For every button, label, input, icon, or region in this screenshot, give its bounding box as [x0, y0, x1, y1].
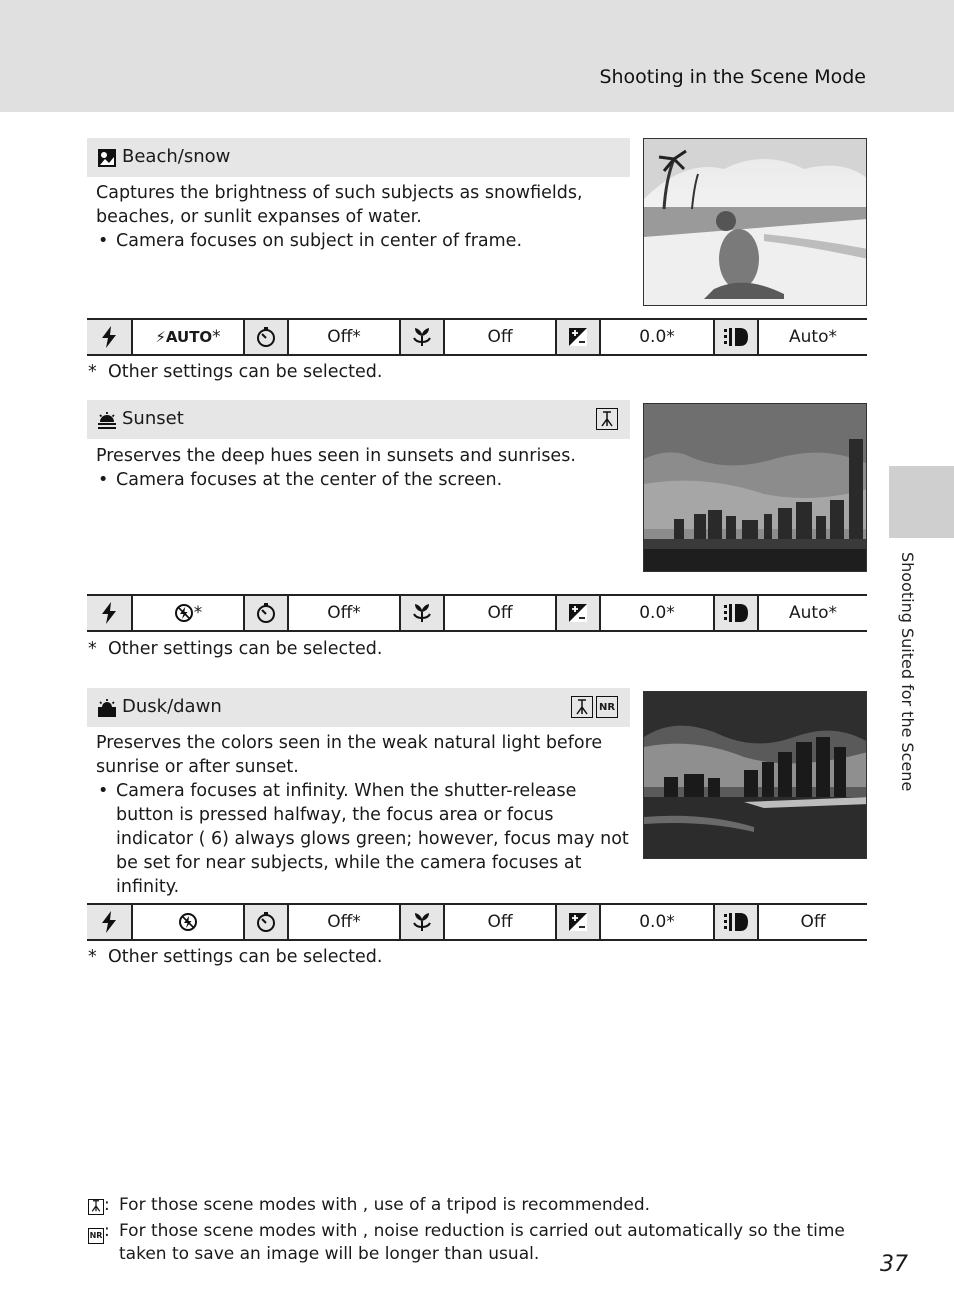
settings-note: * Other settings can be selected. — [88, 947, 383, 967]
scene-badges — [571, 696, 618, 718]
d-lighting-value: Auto* — [757, 320, 867, 354]
footnote-text: For those scene modes with , use of a tripod is recommended. — [119, 1195, 651, 1215]
exposure-icon — [555, 320, 599, 354]
macro-icon — [399, 596, 443, 630]
flash-off-icon — [174, 603, 194, 623]
description-text: Captures the brightness of such subjects as snowfields, beaches, or sunlit expanses of water. — [96, 183, 583, 227]
settings-row-sunset — [87, 594, 867, 632]
exposure-value: 0.0* — [599, 596, 713, 630]
settings-row-dusk — [87, 903, 867, 941]
sunset-photo — [643, 403, 867, 572]
footnote-text: For those scene modes with , noise reduction is carried out automatically so the time taken to save an image will be longer than usual. — [119, 1221, 845, 1264]
d-lighting-icon — [713, 905, 757, 939]
tripod-icon — [571, 696, 593, 718]
scene-title: Dusk/dawn — [122, 696, 222, 717]
flash-off-icon — [178, 912, 198, 932]
side-tab-label: Shooting Suited for the Scene — [898, 552, 917, 792]
self-timer-value: Off* — [287, 596, 399, 630]
bullet-item: • Camera focuses on subject in center of frame. — [96, 229, 631, 253]
dusk-dawn-icon — [97, 698, 117, 718]
macro-icon — [399, 905, 443, 939]
macro-value: Off — [443, 905, 555, 939]
scene-header — [87, 400, 630, 439]
scene-header — [87, 138, 630, 177]
exposure-icon — [555, 905, 599, 939]
bullet-item: • Camera focuses at infinity. When the shutter-release button is pressed halfway, the focus area or focus indicator ( 6) always glows green; however, focus may not be set for near subjects, while the camera focuses at infinity. — [96, 779, 631, 899]
bullet-item: • Camera focuses at the center of the screen. — [96, 468, 631, 492]
d-lighting-value: Off — [757, 905, 867, 939]
scene-description — [96, 181, 631, 253]
macro-value: Off — [443, 320, 555, 354]
side-tab — [889, 466, 954, 538]
self-timer-icon — [243, 320, 287, 354]
settings-note: * Other settings can be selected. — [88, 362, 383, 382]
settings-row-beach — [87, 318, 867, 356]
exposure-icon — [555, 596, 599, 630]
flash-value — [131, 905, 243, 939]
beach-snow-icon — [97, 148, 117, 168]
noise-reduction-icon: NR — [88, 1228, 104, 1244]
scene-badges — [596, 408, 618, 430]
flash-auto-icon: ⚡AUTO — [155, 328, 213, 346]
flash-icon — [87, 596, 131, 630]
page-title: Shooting in the Scene Mode — [599, 66, 866, 88]
d-lighting-icon — [713, 596, 757, 630]
self-timer-icon — [243, 596, 287, 630]
macro-icon — [399, 320, 443, 354]
sunset-icon — [97, 410, 117, 430]
exposure-value: 0.0* — [599, 905, 713, 939]
scene-header — [87, 688, 630, 727]
tripod-icon — [596, 408, 618, 430]
flash-value: * — [131, 596, 243, 630]
self-timer-value: Off* — [287, 905, 399, 939]
description-text: Preserves the colors seen in the weak natural light before sunrise or after sunset. — [96, 733, 603, 777]
flash-icon — [87, 320, 131, 354]
footnote-nr: NR: For those scene modes with , noise reduction is carried out automatically so the time taken to save an image will be longer than usual. — [88, 1220, 878, 1244]
macro-value: Off — [443, 596, 555, 630]
self-timer-value: Off* — [287, 320, 399, 354]
settings-note: * Other settings can be selected. — [88, 639, 383, 659]
flash-value: ⚡AUTO * — [131, 320, 243, 354]
self-timer-icon — [243, 905, 287, 939]
header-band — [0, 0, 954, 112]
scene-description — [96, 444, 631, 492]
exposure-value: 0.0* — [599, 320, 713, 354]
beach-photo — [643, 138, 867, 306]
scene-title: Sunset — [122, 408, 184, 429]
d-lighting-icon — [713, 320, 757, 354]
description-text: Preserves the deep hues seen in sunsets and sunrises. — [96, 446, 576, 466]
scene-title: Beach/snow — [122, 146, 231, 167]
flash-icon — [87, 905, 131, 939]
tripod-icon — [88, 1199, 104, 1215]
footnote-tripod: : For those scene modes with , use of a tripod is recommended. — [88, 1194, 878, 1217]
dusk-photo — [643, 691, 867, 859]
scene-description — [96, 731, 631, 899]
d-lighting-value: Auto* — [757, 596, 867, 630]
noise-reduction-icon: NR — [596, 696, 618, 718]
page-number: 37 — [880, 1252, 908, 1277]
